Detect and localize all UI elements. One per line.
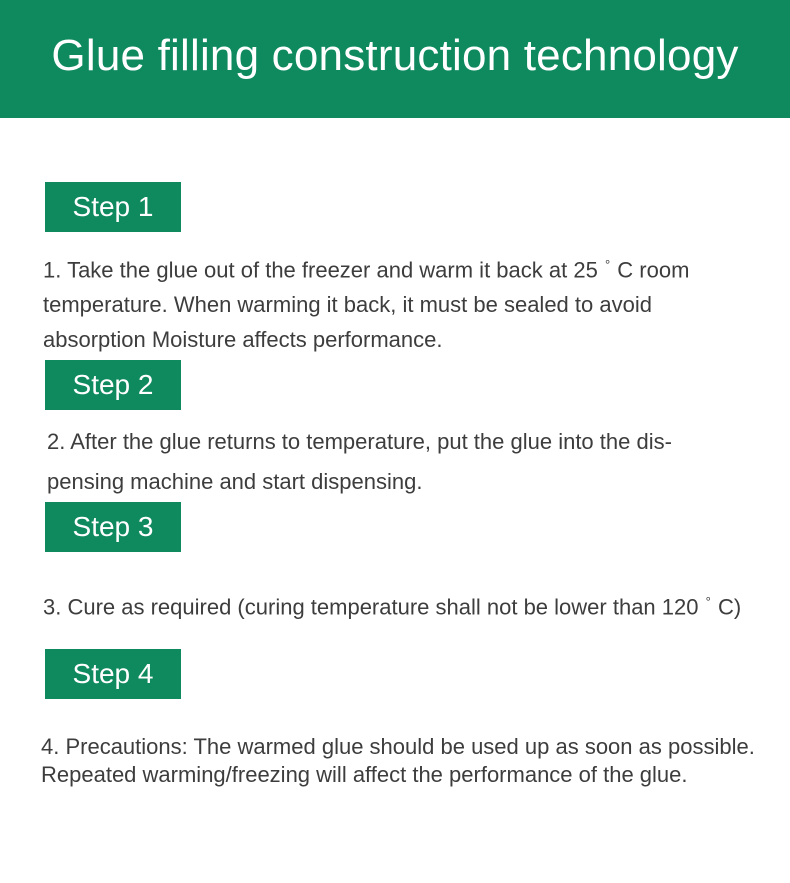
step-4-text: [41, 733, 755, 789]
page-header: [0, 0, 790, 118]
step-4-label-text: Step 4: [72, 658, 154, 689]
step-4-line-2: Repeated warming/freezing will affect the performance of the glue.: [41, 762, 688, 787]
step-1-line-1: 1. Take the glue out of the freezer and warm it back at 25 ° C room: [43, 257, 690, 283]
step-2-label: [45, 360, 181, 410]
step-1-label: [45, 182, 181, 232]
step-2-label-text: Step 2: [72, 369, 154, 400]
step-4-label: [45, 649, 181, 699]
step-3-label: [45, 502, 181, 552]
step-2-text: [47, 422, 672, 502]
step-1-text: [43, 247, 689, 357]
step-3-line-1: 3. Cure as required (curing temperature shall not be lower than 120 ° C): [43, 594, 742, 620]
step-3-text: [43, 587, 741, 622]
step-1-line-3: absorption Moisture affects performance.: [43, 327, 443, 353]
page-title: Glue filling construction technology: [51, 31, 739, 80]
step-3-label-text: Step 3: [72, 511, 154, 542]
step-1-label-text: Step 1: [72, 191, 154, 222]
step-2-line-1: 2. After the glue returns to temperature, put the glue into the dis-: [47, 429, 672, 454]
step-4-line-1: 4. Precautions: The warmed glue should be used up as soon as possible.: [41, 734, 755, 759]
step-1-line-2: temperature. When warming it back, it must be sealed to avoid: [43, 292, 652, 318]
step-2-line-2: pensing machine and start dispensing.: [47, 469, 423, 494]
